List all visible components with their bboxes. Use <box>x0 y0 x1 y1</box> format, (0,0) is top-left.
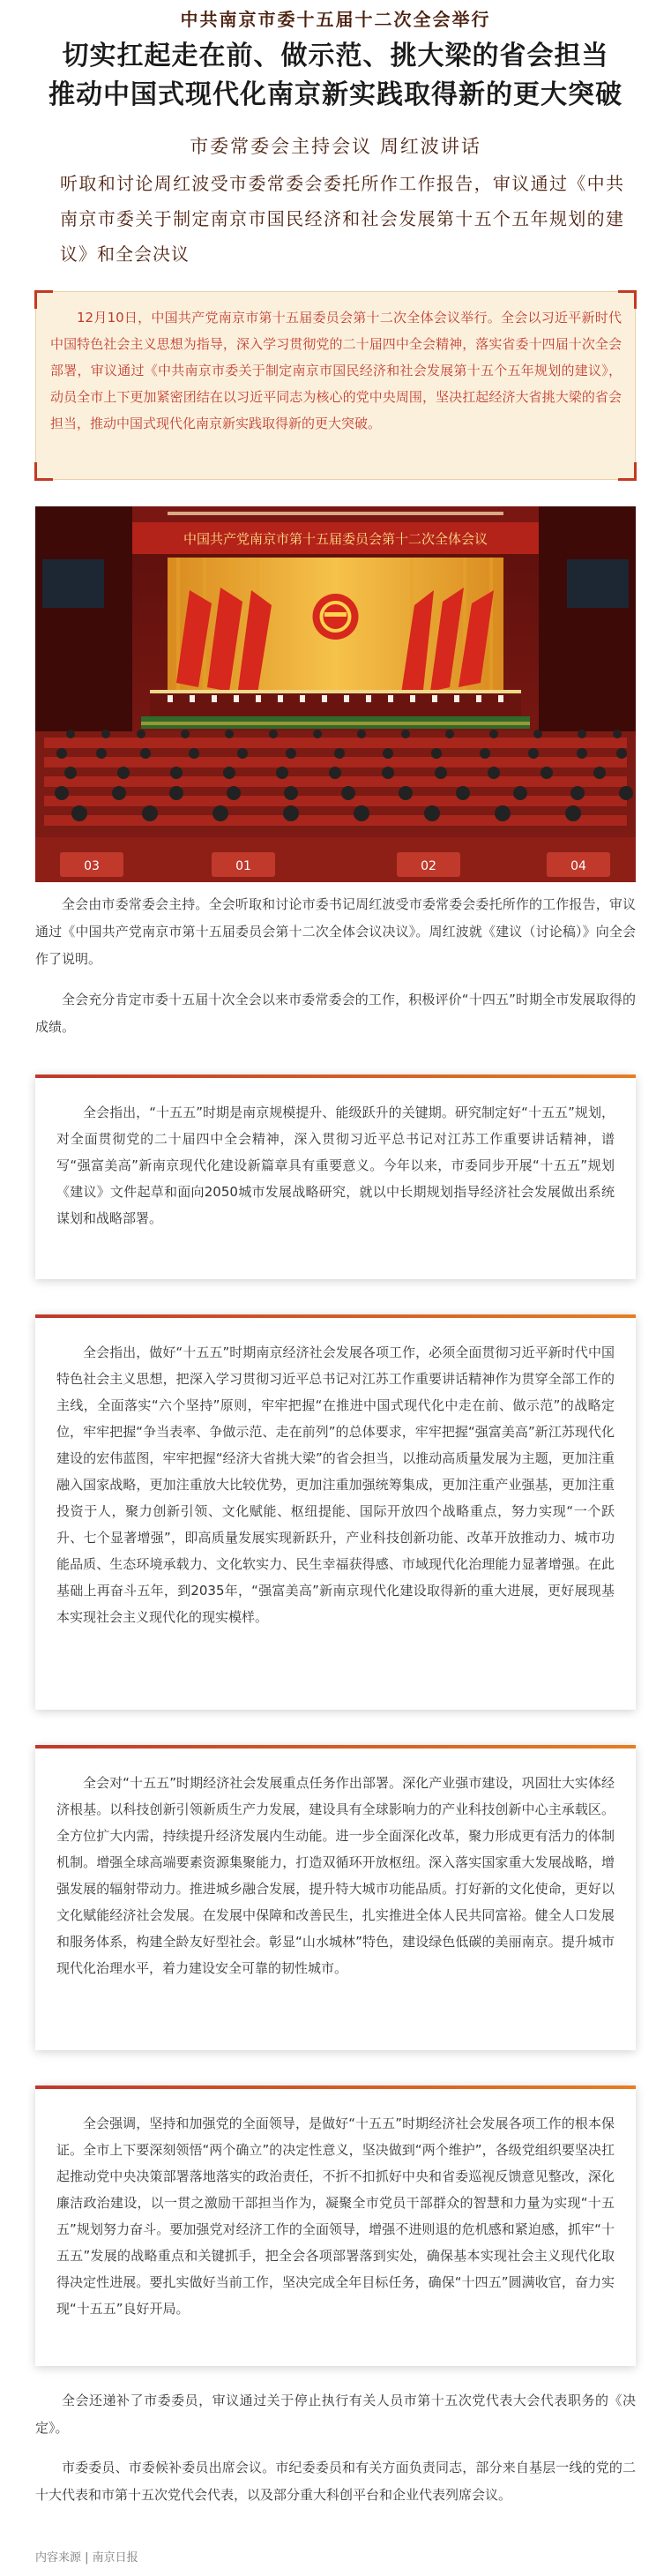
content-card <box>35 1075 636 1279</box>
card-accent-bar <box>35 1745 636 1749</box>
article-deck: 听取和讨论周红波受市委常委会委托所作工作报告，审议通过《中共南京市委关于制定南京市国民经济和社会发展第十五个五年规划的建议》和全会决议 <box>60 173 624 265</box>
article-subhead: 市委常委会主持会议 周红波讲话 <box>190 136 481 157</box>
source-footer: 内容来源 | 南京日报 <box>35 2551 138 2565</box>
card-accent-bar <box>35 2086 636 2089</box>
seat-number: 01 <box>235 859 251 873</box>
content-card <box>35 2086 636 2366</box>
photo-caption-paragraph: 全会由市委常委会主持。全会听取和讨论市委书记周红波受市委常委会委托所作的工作报告，审议通过《中国共产党南京市第十五届委员会第十二次全体会议决议》。周红波就《建议（讨论稿）》向全会作了说明。 <box>35 896 636 967</box>
photo-banner-text: 中国共产党南京市第十五届委员会第十二次全体会议 <box>183 531 488 547</box>
card-paragraph: 全会指出，“十五五”时期是南京规模提升、能级跃升的关键期。研究制定好“十五五”规划，对全面贯彻党的二十届四中全会精神，深入贯彻习近平总书记对江苏工作重要讲话精神，谱写“强富美高”新南京现代化建设新篇章具有重要意义。今年以来，市委同步开展“十五五”规划《建议》文件起草和面向2050城市发展战略研究，就以中长期规划指导经济社会发展做出系统谋划和战略部署。 <box>56 1105 615 1226</box>
headline-line-1: 切实扛起走在前、做示范、挑大梁的省会担当 <box>62 41 609 71</box>
meeting-photo <box>35 506 636 882</box>
content-card <box>35 1314 636 1710</box>
attendance-paragraph: 市委委员、市委候补委员出席会议。市纪委委员和有关方面负责同志，部分来自基层一线的党的二十大代表和市第十五次党代会代表，以及部分重大科创平台和企业代表列席会议。 <box>35 2460 636 2503</box>
card-accent-bar <box>35 1314 636 1318</box>
content-card <box>35 1745 636 2050</box>
article-kicker: 中共南京市委十五届十二次全会举行 <box>180 9 491 30</box>
lead-paragraph: 12月10日，中国共产党南京市第十五届委员会第十二次全体会议举行。全会以习近平新时代中国特色社会主义思想为指导，深入学习贯彻党的二十届四中全会精神，落实省委十四届十次全会部署，审议通过《中共南京市委关于制定南京市国民经济和社会发展第十五个五年规划的建议》，动员全市上下更加紧密团结在以习近平同志为核心的党中央周围，坚决扛起经济大省挑大梁的省会担当，推动中国式现代化南京新实践取得新的更大突破。 <box>50 310 622 431</box>
seat-number: 03 <box>84 859 100 873</box>
card-paragraph: 全会指出，做好“十五五”时期南京经济社会发展各项工作，必须全面贯彻习近平新时代中国特色社会主义思想，把深入学习贯彻习近平总书记对江苏工作重要讲话精神作为贯穿全部工作的主线，全面落实“六个坚持”原则，牢牢把握“在推进中国式现代化中走在前、做示范”的战略定位，牢牢把握“争当表率、争做示范、走在前列”的总体要求，牢牢把握“强富美高”新江苏现代化建设的宏伟蓝图，牢牢把握“经济大省挑大梁”的省会担当，以推动高质量发展为主题，更加注重融入国家战略，更加注重放大比较优势，更加注重加强统筹集成，更加注重产业强基，更加注重投资于人，聚力创新引领、文化赋能、枢纽提能、国际开放四个战略重点，努力实现“一个跃升、七个显著增强”，即高质量发展实现新跃升，产业科技创新功能、改革开放推动力、城市功能品质、生态环境承载力、文化软实力、民生幸福获得感、市域现代化治理能力显著增强。在此基础上再奋斗五年，到2035年，“强富美高”新南京现代化建设取得新的重大进展，更好展现基本实现社会主义现代化的现实模样。 <box>56 1344 615 1625</box>
seat-number: 02 <box>421 859 436 873</box>
seat-number: 04 <box>570 859 586 873</box>
card-accent-bar <box>35 1075 636 1078</box>
affirm-paragraph: 全会充分肯定市委十五届十次全会以来市委常委会的工作，积极评价“十四五”时期全市发展取得的成绩。 <box>35 992 636 1035</box>
supplement-paragraph: 全会还递补了市委委员，审议通过关于停止执行有关人员市第十五次党代表大会代表职务的《决定》。 <box>35 2393 636 2436</box>
lead-box <box>35 291 636 480</box>
card-paragraph: 全会强调，坚持和加强党的全面领导，是做好“十五五”时期经济社会发展各项工作的根本保证。全市上下要深刻领悟“两个确立”的决定性意义，坚决做到“两个维护”，各级党组织要坚决扛起推动党中央决策部署落地落实的政治责任，不折不扣抓好中央和省委巡视反馈意见整改，深化廉洁政治建设，以一贯之激励干部担当作为，凝聚全市党员干部群众的智慧和力量为实现“十五五”规划努力奋斗。要加强党对经济工作的全面领导，增强不进则退的危机感和紧迫感，抓牢“十五五”发展的战略重点和关键抓手，把全会各项部署落到实处，确保基本实现社会主义现代化取得决定性进展。要扎实做好当前工作，坚决完成全年目标任务，确保“十四五”圆满收官，奋力实现“十五五”良好开局。 <box>56 2115 615 2317</box>
corner-ornament <box>618 462 637 481</box>
corner-ornament <box>34 462 53 481</box>
card-paragraph: 全会对“十五五”时期经济社会发展重点任务作出部署。深化产业强市建设，巩固壮大实体经济根基。以科技创新引领新质生产力发展，建设具有全球影响力的产业科技创新中心主承载区。全方位扩大内需，持续提升经济发展内生动能。进一步全面深化改革，聚力形成更有活力的体制机制。增强全球高端要素资源集聚能力，打造双循环开放枢纽。深入落实国家重大发展战略，增强发展的辐射带动力。推进城乡融合发展，提升特大城市功能品质。打好新的文化使命，更好以文化赋能经济社会发展。在发展中保障和改善民生，扎实推进全体人民共同富裕。健全人口发展和服务体系，构建全龄友好型社会。彰显“山水城林”特色，建设绿色低碳的美丽南京。提升城市现代化治理水平，着力建设安全可靠的韧性城市。 <box>56 1775 615 1976</box>
headline-line-2: 推动中国式现代化南京新实践取得新的更大突破 <box>48 79 623 110</box>
